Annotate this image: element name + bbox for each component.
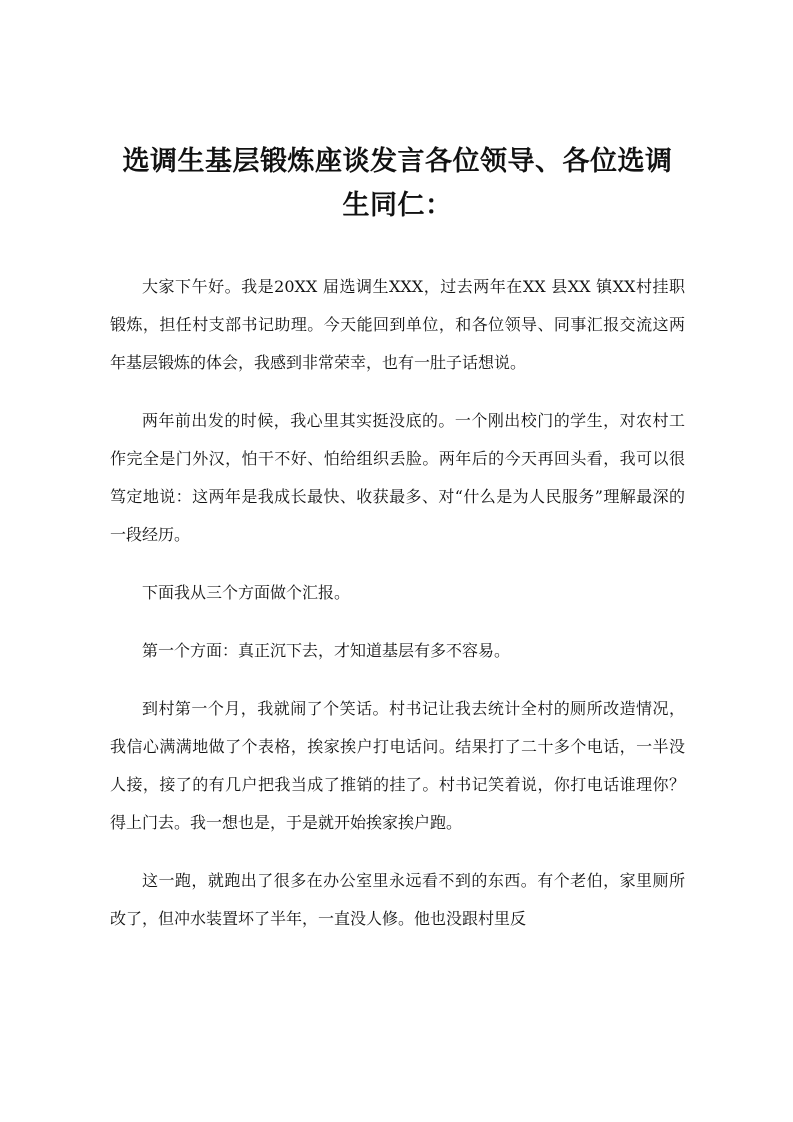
document-body [110, 268, 685, 938]
paragraph-anecdote: 到村第一个月，我就闹了个笑话。村书记让我去统计全村的厕所改造情况，我信心满满地做了个表格，挨家挨户打电话问。结果打了二十多个电话，一半没人接，接了的有几户把我当成了推销的挂了。村书记笑着说，你打电话谁理你？得上门去。我一想也是，于是就开始挨家挨户跑。 [110, 699, 685, 832]
paragraph-reflection: 两年前出发的时候，我心里其实挺没底的。一个刚出校门的学生，对农村工作完全是门外汉，怕干不好、怕给组织丢脸。两年后的今天再回头看，我可以很笃定地说：这两年是我成长最快、收获最多、对“什么是为人民服务”理解最深的一段经历。 [110, 411, 685, 544]
paragraph-section-one-heading: 第一个方面：真正沉下去，才知道基层有多不容易。 [142, 641, 511, 660]
document-title: 选调生基层锻炼座谈发言各位领导、各位选调生同仁： [122, 146, 673, 221]
paragraph-greeting: 大家下午好。我是20XX 届选调生XXX，过去两年在XX 县XX 镇XX村挂职锻炼，担任村支部书记助理。今天能回到单位，和各位领导、同事汇报交流这两年基层锻炼的体会，我感到非常荣幸，也有一肚子话想说。 [110, 277, 685, 372]
paragraph-field-visit: 这一跑，就跑出了很多在办公室里永远看不到的东西。有个老伯，家里厕所改了，但冲水装置坏了半年，一直没人修。他也没跟村里反 [110, 871, 685, 928]
paragraph-outline: 下面我从三个方面做个汇报。 [142, 583, 351, 602]
